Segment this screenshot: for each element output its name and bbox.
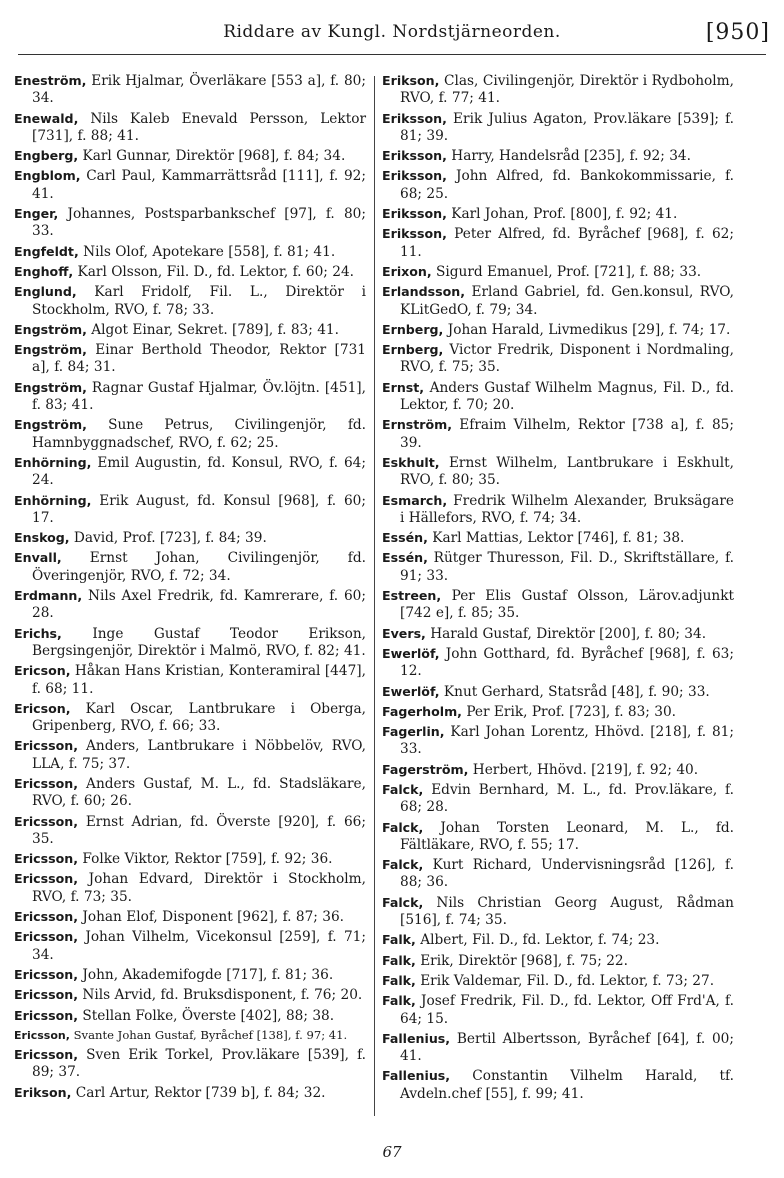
entry-surname: Ericsson, [14,909,78,925]
register-entry [382,110,734,146]
entry-surname: Ericsson, [14,966,78,982]
register-entry [382,283,734,319]
entry-surname: Eriksson, [382,206,447,222]
entry-details: Folke Viktor, Rektor [759], f. 92; 36. [78,851,333,868]
entry-details: Sune Petrus, Civilingenjör, fd. Hamnbyggnadschef, RVO, f. 62; 25. [32,417,366,451]
entry-details: Johan Vilhelm, Vicekonsul [259], f. 71; 34. [32,929,366,963]
entry-details: Karl Olsson, Fil. D., fd. Lektor, f. 60; 24. [73,263,355,280]
entry-surname: Enger, [14,206,59,222]
entry-surname: Fagerholm, [382,703,462,719]
entry-details: Johannes, Postsparbankschef [97], f. 80; 33. [32,206,366,240]
entry-details: Albert, Fil. D., fd. Lektor, f. 74; 23. [415,932,660,949]
register-entry [382,321,734,339]
entry-surname: Ericsson, [14,813,78,829]
entry-details: Emil Augustin, fd. Konsul, RVO, f. 64; 24. [32,454,366,489]
entry-details: Nils Olof, Apotekare [558], f. 81; 41. [78,243,336,260]
entry-surname: Falck, [382,894,424,910]
entry-surname: Fallenius, [382,1030,451,1046]
register-entry [14,625,366,661]
register-entry [14,1027,366,1044]
register-entry [382,147,734,165]
register-entry [382,683,734,701]
entry-surname: Eriksson, [382,226,447,242]
entry-surname: Erichs, [14,625,62,641]
entry-details: Erland Gabriel, fd. Gen.konsul, RVO, KLitGedO, f. 79; 34. [400,284,734,318]
entry-details: Bertil Albertsson, Byråchef [64], f. 00; 41. [400,1030,734,1065]
register-entry [14,870,366,906]
register-entry [14,966,366,984]
register-entry [14,662,366,698]
entry-surname: Esmarch, [382,492,448,508]
entry-details: Erik Hjalmar, Överläkare [553 a], f. 80; 34. [32,73,366,107]
register-entry [382,167,734,203]
entry-details: Karl Johan, Prof. [800], f. 92; 41. [446,206,678,223]
register-entry [382,819,734,855]
entry-surname: Ernberg, [382,321,444,337]
entry-surname: Falk, [382,993,416,1009]
entry-surname: Eriksson, [382,110,447,126]
register-entry [14,110,366,146]
header-page-number: [950] [705,20,770,45]
entry-details: David, Prof. [723], f. 84; 39. [69,530,267,547]
register-entry [14,167,366,203]
entry-surname: Ewerlöf, [382,683,440,699]
register-entry [382,625,734,643]
entry-details: John Alfred, fd. Bankokommissarie, f. 68; 25. [400,168,734,202]
entry-surname: Engfeldt, [14,243,79,259]
entry-surname: Enhörning, [14,454,92,470]
entry-details: Karl Johan Lorentz, Hhövd. [218], f. 81; 33. [400,724,734,758]
register-entry [382,225,734,261]
entry-surname: Enewald, [14,110,79,126]
register-entry [14,587,366,623]
entry-surname: Eskhult, [382,454,440,470]
register-entry [382,952,734,970]
entry-details: Josef Fredrik, Fil. D., fd. Lektor, Off Frd'A, f. 64; 15. [400,993,734,1027]
register-entry [382,205,734,223]
entry-surname: Ericsson, [14,871,78,887]
register-entry [382,492,734,528]
register-entry [14,1046,366,1082]
entry-surname: Ernström, [382,417,453,433]
right-column [382,72,734,1105]
page-footer-number: 67 [382,1143,402,1161]
register-entry [14,986,366,1004]
entry-details: Nils Arvid, fd. Bruksdisponent, f. 76; 20. [78,987,363,1004]
entry-details: Johan Edvard, Direktör i Stockholm, RVO, f. 73; 35. [32,871,366,905]
entry-surname: Ernberg, [382,342,444,358]
register-entry [382,931,734,949]
register-entry [14,72,366,108]
register-entry [382,761,734,779]
register-entry [382,587,734,623]
entry-details: Ernst Wilhelm, Lantbrukare i Eskhult, RVO, f. 80; 35. [400,454,734,489]
register-entry [14,283,366,319]
register-entry [14,1084,366,1102]
page-header [14,12,770,62]
entry-details: Stellan Folke, Överste [402], 88; 38. [78,1007,335,1024]
entry-surname: Falk, [382,972,416,988]
register-entry [382,781,734,817]
entry-surname: Enghoff, [14,263,74,279]
register-entry [14,379,366,415]
register-entry [14,850,366,868]
entry-surname: Engström, [14,321,87,337]
entry-surname: Eneström, [14,73,87,88]
register-entry [382,1067,734,1103]
entry-surname: Evers, [382,625,426,641]
entry-details: Johan Elof, Disponent [962], f. 87; 36. [78,909,345,926]
entry-surname: Erixon, [382,263,432,279]
entry-details: Erik August, fd. Konsul [968], f. 60; 17. [32,492,366,526]
left-column [14,72,366,1104]
entry-surname: Fagerström, [382,761,469,777]
entry-details: Johan Harald, Livmedikus [29], f. 74; 17. [443,321,731,338]
entry-surname: Ericsson, [14,1028,70,1042]
entry-details: Constantin Vilhelm Harald, tf. Avdeln.chef [55], f. 99; 41. [400,1068,734,1102]
entry-details: Nils Christian Georg August, Rådman [516], f. 74; 35. [400,894,734,929]
entry-surname: Falck, [382,857,424,873]
entry-surname: Eriksson, [382,148,447,164]
entry-details: Ernst Adrian, fd. Överste [920], f. 66; 35. [32,813,366,847]
register-entry [382,723,734,759]
entry-details: John, Akademifogde [717], f. 81; 36. [78,966,334,983]
entry-surname: Ericson, [14,700,71,716]
register-entry [14,908,366,926]
entry-details: Peter Alfred, fd. Byråchef [968], f. 62; 11. [400,226,734,260]
entry-surname: Ericson, [14,663,71,679]
entry-details: Einar Berthold Theodor, Rektor [731 a], f. 84; 31. [32,342,366,376]
entry-surname: Essén, [382,530,428,546]
entry-surname: Erlandsson, [382,284,466,300]
entry-details: Ragnar Gustaf Hjalmar, Öv.löjtn. [451], f. 83; 41. [32,379,366,414]
entry-details: Rütger Thuresson, Fil. D., Skriftställare, f. 91; 33. [400,550,734,584]
entry-details: Edvin Bernhard, M. L., fd. Prov.läkare, f. 68; 28. [400,781,734,816]
entry-surname: Estreen, [382,588,442,604]
register-entry [14,205,366,241]
register-entry [14,454,366,490]
entry-details: Harald Gustaf, Direktör [200], f. 80; 34. [425,625,707,642]
register-entry [14,341,366,377]
register-entry [14,549,366,585]
entry-surname: Ericsson, [14,738,78,754]
entry-details: Nils Kaleb Enevald Persson, Lektor [731], f. 88; 41. [32,110,366,144]
entry-details: Karl Mattias, Lektor [746], f. 81; 38. [427,530,685,547]
entry-details: Carl Artur, Rektor [739 b], f. 84; 32. [71,1084,326,1101]
entry-surname: Erikson, [14,1084,72,1100]
register-entry [14,263,366,281]
register-entry [382,341,734,377]
entry-surname: Ernst, [382,379,425,395]
register-entry [14,813,366,849]
register-entry [382,529,734,547]
register-entry [382,454,734,490]
entry-details: Karl Fridolf, Fil. L., Direktör i Stockholm, RVO, f. 78; 33. [32,284,366,318]
entry-surname: Falck, [382,781,424,797]
register-entry [14,529,366,547]
register-entry [14,775,366,811]
entry-details: Sigurd Emanuel, Prof. [721], f. 88; 33. [431,263,702,280]
entry-surname: Essén, [382,550,428,566]
register-entry [14,147,366,165]
header-rule [18,54,766,55]
entry-surname: Ericsson, [14,929,78,945]
entry-surname: Ericsson, [14,851,78,867]
register-entry [14,492,366,528]
entry-surname: Enskog, [14,530,70,546]
entry-surname: Fallenius, [382,1068,451,1084]
entry-details: Svante Johan Gustaf, Byråchef [138], f. 97; 41. [69,1027,348,1042]
entry-surname: Erikson, [382,73,440,88]
entry-details: Efraim Vilhelm, Rektor [738 a], f. 85; 39. [400,417,734,451]
register-entry [14,416,366,452]
entry-details: Anders Gustaf Wilhelm Magnus, Fil. D., fd. Lektor, f. 70; 20. [400,379,734,414]
entry-surname: Erdmann, [14,588,83,604]
entry-surname: Engström, [14,417,87,433]
entry-details: Per Erik, Prof. [723], f. 83; 30. [461,703,677,720]
entry-surname: Engberg, [14,148,79,164]
entry-surname: Engblom, [14,168,81,184]
entry-details: Fredrik Wilhelm Alexander, Bruksägare i Hällefors, RVO, f. 74; 34. [400,492,734,526]
entry-details: Anders, Lantbrukare i Nöbbelöv, RVO, LLA, f. 75; 37. [32,738,366,772]
register-entry [382,972,734,990]
entry-surname: Engström, [14,342,87,358]
register-entry [14,243,366,261]
register-entry [382,856,734,892]
entry-surname: Fagerlin, [382,724,445,740]
entry-details: Nils Axel Fredrik, fd. Kamrerare, f. 60; 28. [32,588,366,622]
register-entry [382,703,734,721]
entry-details: Harry, Handelsråd [235], f. 92; 34. [446,148,691,165]
column-divider [374,76,375,1116]
entry-details: Kurt Richard, Undervisningsråd [126], f. 88; 36. [400,857,734,891]
entry-details: Per Elis Gustaf Olsson, Lärov.adjunkt [742 e], f. 85; 35. [400,588,734,622]
entry-surname: Falck, [382,819,424,835]
entry-surname: Ericsson, [14,775,78,791]
entry-details: Håkan Hans Kristian, Konteramiral [447], f. 68; 11. [32,663,366,697]
entry-details: Karl Oscar, Lantbrukare i Oberga, Gripenberg, RVO, f. 66; 33. [32,700,366,735]
register-entry [382,992,734,1028]
entry-details: Erik Valdemar, Fil. D., fd. Lektor, f. 73; 27. [415,972,715,989]
entry-details: Sven Erik Torkel, Prov.läkare [539], f. 89; 37. [32,1047,366,1081]
register-entry [382,549,734,585]
entry-details: Herbert, Hhövd. [219], f. 92; 40. [468,761,699,778]
entry-surname: Falk, [382,952,416,968]
entry-columns [14,72,770,1132]
entry-details: Johan Torsten Leonard, M. L., fd. Fältläkare, RVO, f. 55; 17. [400,819,734,853]
entry-details: Clas, Civilingenjör, Direktör i Rydboholm, RVO, f. 77; 41. [400,73,734,107]
entry-surname: Envall, [14,550,62,566]
entry-details: Anders Gustaf, M. L., fd. Stadsläkare, RVO, f. 60; 26. [32,775,366,810]
entry-details: Victor Fredrik, Disponent i Nordmaling, RVO, f. 75; 35. [400,342,734,376]
entry-surname: Ewerlöf, [382,645,440,661]
register-entry [14,321,366,339]
register-entry [382,894,734,930]
register-entry [14,1007,366,1025]
entry-surname: Ericsson, [14,1047,78,1063]
entry-details: Inge Gustaf Teodor Erikson, Bergsingenjör, Direktör i Malmö, RVO, f. 82; 41. [32,625,366,659]
register-entry [382,72,734,108]
register-entry [382,379,734,415]
entry-details: Erik Julius Agaton, Prov.läkare [539]; f. 81; 39. [400,110,734,144]
entry-details: Erik, Direktör [968], f. 75; 22. [415,952,628,969]
register-entry [382,416,734,452]
entry-surname: Falk, [382,932,416,948]
register-entry [382,1030,734,1066]
entry-surname: Englund, [14,284,77,300]
register-entry [14,700,366,736]
entry-surname: Engström, [14,379,87,395]
register-entry [14,928,366,964]
register-entry [382,645,734,681]
entry-surname: Enhörning, [14,492,92,508]
entry-details: Knut Gerhard, Statsråd [48], f. 90; 33. [439,683,710,700]
entry-details: Ernst Johan, Civilingenjör, fd. Överingenjör, RVO, f. 72; 34. [32,550,366,584]
register-entry [14,737,366,773]
entry-details: Algot Einar, Sekret. [789], f. 83; 41. [86,321,339,338]
entry-surname: Ericsson, [14,987,78,1003]
header-title: Riddare av Kungl. Nordstjärneorden. [223,22,561,42]
entry-details: John Gotthard, fd. Byråchef [968], f. 63; 12. [400,645,734,680]
entry-surname: Eriksson, [382,168,447,184]
entry-details: Carl Paul, Kammarrättsråd [111], f. 92; 41. [32,168,366,202]
entry-details: Karl Gunnar, Direktör [968], f. 84; 34. [78,148,346,165]
register-entry [382,263,734,281]
entry-surname: Ericsson, [14,1007,78,1023]
